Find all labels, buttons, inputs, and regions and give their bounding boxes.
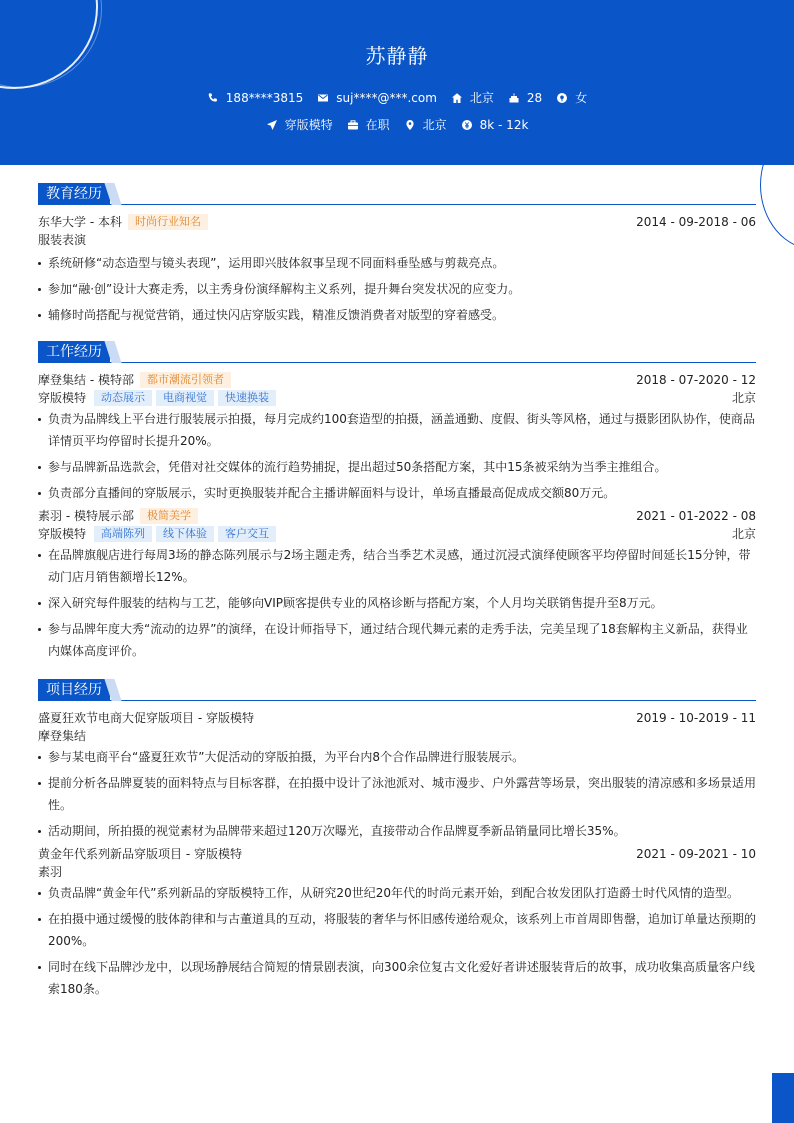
list-item: 参与某电商平台“盛夏狂欢节”大促活动的穿版拍摄，为平台内8个合作品牌进行服装展示。: [38, 746, 756, 768]
send-icon: [266, 119, 278, 131]
section-header: [38, 341, 756, 363]
project-period: 2021 - 09-2021 - 10: [636, 847, 756, 861]
projects-section: [38, 679, 757, 996]
location-pin-icon: [404, 119, 416, 131]
section-header: [38, 183, 756, 205]
list-item: 在拍摄中通过缓慢的肢体韵律和与古董道具的互动，将服装的奢华与怀旧感传递给观众，该系列上市首周即售罄，追加订单量达预期的200%。: [38, 908, 756, 952]
project-org-row: [38, 863, 756, 881]
company-name: 摩登集结 - 模特部: [38, 373, 134, 387]
section-title: 项目经历: [38, 679, 110, 701]
project-entry: [38, 709, 756, 846]
list-item: 参加“融·创”设计大赛走秀，以主秀身份演绎解构主义系列，提升舞台突发状况的应变力。: [38, 278, 756, 300]
list-item: 负责部分直播间的穿版展示，实时更换服装并配合主播讲解面料与设计，单场直播最高促成成交额80万元。: [38, 482, 756, 504]
company-row: [38, 507, 756, 525]
email-item: [317, 89, 437, 106]
list-item: 深入研究每件服装的结构与工艺，能够向VIP顾客提供专业的风格诊断与搭配方案，个人月均关联销售提升至8万元。: [38, 592, 756, 614]
project-org-row: [38, 727, 756, 745]
mail-icon: [317, 92, 329, 104]
major-name: 服装表演: [38, 233, 87, 247]
home-icon: [451, 92, 463, 104]
project-row: [38, 845, 756, 863]
job-status-text: 在职: [365, 118, 390, 132]
skill-tag: 线下体验: [156, 526, 214, 542]
project-bullets: [38, 882, 756, 1000]
contact-row: [0, 89, 794, 106]
gender-item: [556, 89, 587, 106]
work-period: 2021 - 01-2022 - 08: [636, 509, 756, 523]
job-status-item: [347, 116, 390, 133]
company-row: [38, 371, 756, 389]
decorative-corner-block: [772, 1073, 794, 1123]
work-bullets: [38, 408, 756, 504]
job-intent-row: [0, 116, 794, 133]
phone-icon: [207, 92, 219, 104]
work-city: 北京: [731, 527, 756, 541]
briefcase-icon: [347, 119, 359, 131]
skill-tag: 客户交互: [218, 526, 276, 542]
list-item: 负责品牌“黄金年代”系列新品的穿版模特工作，从研究20世纪20年代的时尚元素开始，到配合妆发团队打造爵士时代风情的造型。: [38, 882, 756, 904]
project-name: 黄金年代系列新品穿版项目 - 穿版模特: [38, 847, 242, 861]
list-item: 辅修时尚搭配与视觉营销，通过快闪店穿版实践，精准反馈消费者对版型的穿着感受。: [38, 304, 756, 326]
list-item: 活动期间，所拍摄的视觉素材为品牌带来超过120万次曝光，直接带动合作品牌夏季新品销量同比增长35%。: [38, 820, 756, 842]
cake-icon: [508, 92, 520, 104]
home-item: [451, 89, 494, 106]
skill-tag: 高端陈列: [94, 526, 152, 542]
role-name: 穿版模特: [38, 527, 87, 541]
age-item: [508, 89, 542, 106]
list-item: 系统研修“动态造型与镜头表现”，运用即兴肢体叙事呈现不同面料垂坠感与剪裁亮点。: [38, 252, 756, 274]
major-row: [38, 231, 756, 249]
company-tag: 极简美学: [140, 508, 198, 524]
gender-text: 女: [575, 91, 588, 105]
education-bullets: [38, 252, 756, 326]
project-entry: [38, 845, 756, 1004]
role-row: [38, 389, 756, 407]
resume-header: [0, 0, 794, 165]
salary-item: [461, 116, 529, 133]
school-tag: 时尚行业知名: [128, 214, 208, 230]
list-item: 参与品牌新品选款会，凭借对社交媒体的流行趋势捕捉，提出超过50条搭配方案，其中15条被采纳为当季主推组合。: [38, 456, 756, 478]
education-section: [38, 183, 756, 322]
salary-text: 8k - 12k: [479, 117, 529, 132]
list-item: 提前分析各品牌夏装的面料特点与目标客群，在拍摄中设计了泳池派对、城市漫步、户外露营等场景，突出服装的清凉感和多场景适用性。: [38, 772, 756, 816]
skill-tag: 电商视觉: [156, 390, 214, 406]
section-title: 教育经历: [38, 183, 110, 205]
skill-tag: 快速换装: [218, 390, 276, 406]
company-name: 素羽 - 模特展示部: [38, 509, 134, 523]
education-entry: [38, 213, 756, 330]
target-city-text: 北京: [422, 118, 447, 132]
project-bullets: [38, 746, 756, 842]
salary-icon: [461, 119, 473, 131]
work-city: 北京: [731, 391, 756, 405]
work-entry: [38, 507, 756, 666]
candidate-name: 苏静静: [365, 44, 429, 68]
list-item: 在品牌旗舰店进行每周3场的静态陈列展示与2场主题走秀，结合当季艺术灵感，通过沉浸式演绎使顾客平均停留时间延长15分钟，带动门店月销售额增长12%。: [38, 544, 756, 588]
list-item: 同时在线下品牌沙龙中，以现场静展结合简短的情景剧表演，向300余位复古文化爱好者讲述服装背后的故事，成功收集高质量客户线索180条。: [38, 956, 756, 1000]
skill-tag: 动态展示: [94, 390, 152, 406]
work-section: [38, 341, 756, 658]
email-text: suj****@***.com: [336, 90, 437, 105]
project-name: 盛夏狂欢节电商大促穿版项目 - 穿版模特: [38, 711, 254, 725]
phone-item: [207, 89, 303, 106]
project-period: 2019 - 10-2019 - 11: [636, 711, 756, 725]
target-city-item: [404, 116, 447, 133]
role-name: 穿版模特: [38, 391, 87, 405]
section-header: [38, 679, 756, 701]
company-tag: 都市潮流引领者: [140, 372, 231, 388]
role-row: [38, 525, 756, 543]
project-org: 摩登集结: [38, 729, 87, 743]
target-role-item: [266, 116, 333, 133]
home-city-text: 北京: [469, 91, 494, 105]
list-item: 参与品牌年度大秀“流动的边界”的演绎，在设计师指导下，通过结合现代舞元素的走秀手法，完美呈现了18套解构主义新品，获得业内媒体高度评价。: [38, 618, 756, 662]
school-name: 东华大学 - 本科: [38, 215, 122, 229]
work-entry: [38, 371, 756, 508]
target-role-text: 穿版模特: [284, 118, 333, 132]
project-org: 素羽: [38, 865, 63, 879]
phone-text: 188****3815: [225, 90, 304, 105]
list-item: 负责为品牌线上平台进行服装展示拍摄，每月完成约100套造型的拍摄，涵盖通勤、度假、街头等风格，通过与摄影团队协作，使商品详情页平均停留时长提升20%。: [38, 408, 756, 452]
work-period: 2018 - 07-2020 - 12: [636, 373, 756, 387]
gender-icon: [556, 92, 568, 104]
education-row: [38, 213, 756, 231]
education-period: 2014 - 09-2018 - 06: [636, 215, 756, 229]
age-text: 28: [526, 90, 543, 105]
project-row: [38, 709, 756, 727]
section-title: 工作经历: [38, 341, 110, 363]
work-bullets: [38, 544, 756, 662]
